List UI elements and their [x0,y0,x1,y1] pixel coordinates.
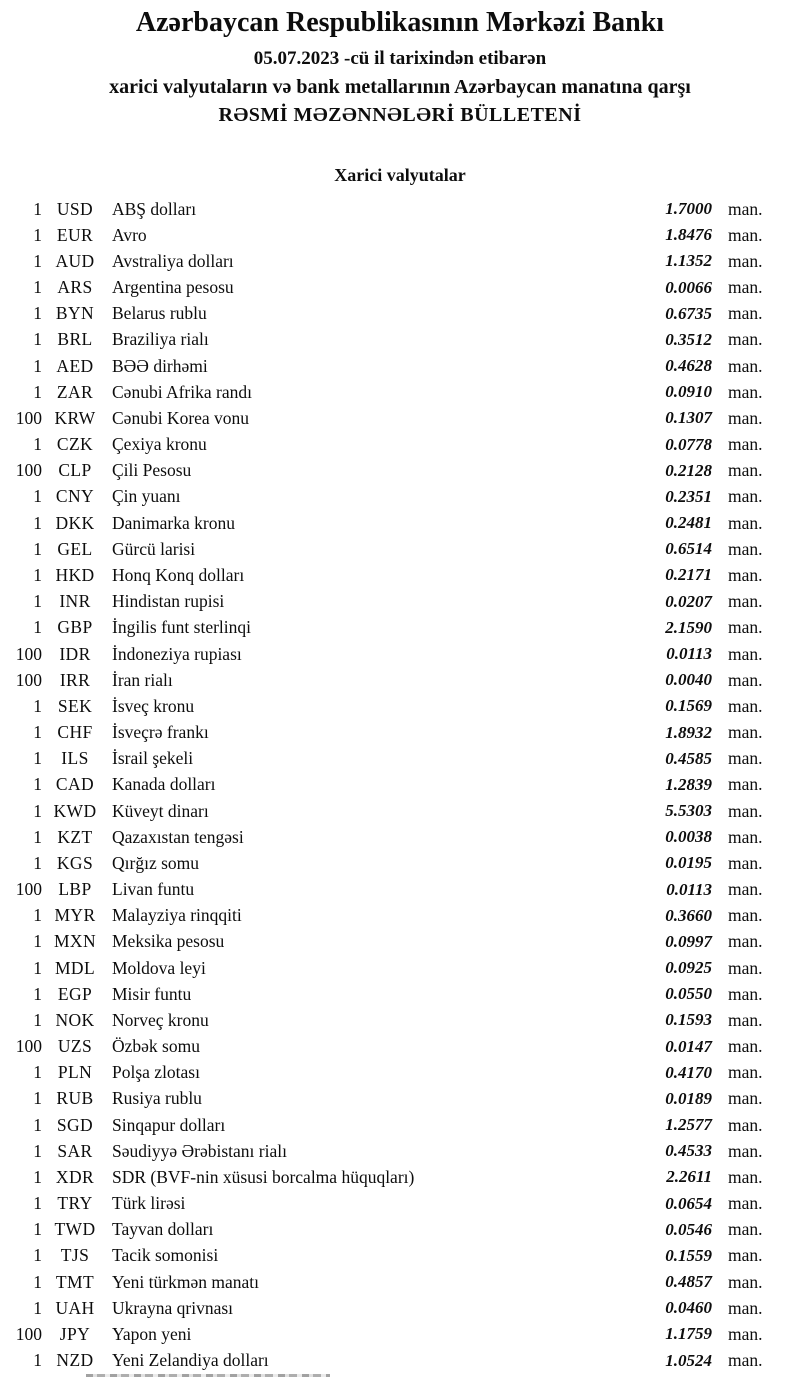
rate-cell: 0.4585 [665,748,712,768]
quantity-cell: 1 [33,303,42,324]
rate-cell: 0.0460 [665,1298,712,1318]
currency-code-cell: CZK [56,434,94,455]
currency-name-cell: Kanada dolları [112,774,216,795]
currency-code-cell: AED [56,355,94,376]
unit-cell: man. [728,198,763,219]
quantity-cell: 1 [33,1193,42,1214]
currency-code-cell: CAD [55,774,95,795]
table-row [0,772,800,798]
rate-cell: 0.0113 [666,879,712,899]
unit-cell: man. [728,826,763,847]
rate-cell: 1.2577 [665,1115,712,1135]
table-row [0,1348,800,1374]
table-row [0,1164,800,1190]
table-row [0,929,800,955]
currency-name-cell: Norveç kronu [112,1009,209,1030]
currency-code-cell: AUD [55,250,95,271]
unit-cell: man. [728,695,763,716]
currency-code-cell: EGP [57,983,93,1004]
table-row [0,222,800,248]
quantity-cell: 1 [33,1166,42,1187]
table-row [0,641,800,667]
currency-code-cell: IRR [59,669,91,690]
currency-name-cell: Qırğız somu [112,852,200,873]
currency-code-cell: KGS [56,852,94,873]
quantity-cell: 1 [33,852,42,873]
currency-code-cell: EUR [56,224,94,245]
table-row [0,1243,800,1269]
currency-code-cell: MXN [53,931,97,952]
unit-cell: man. [728,355,763,376]
bulletin-subtitle-line1: xarici valyutaların və bank metallarının Azərbaycan manatına qarşı [109,76,691,98]
unit-cell: man. [728,1114,763,1135]
currency-name-cell: Hindistan rupisi [112,591,225,612]
currency-name-cell: İsveç kronu [112,695,195,716]
table-row [0,248,800,274]
unit-cell: man. [728,591,763,612]
table-row [0,379,800,405]
quantity-cell: 1 [33,434,42,455]
quantity-cell: 1 [33,1271,42,1292]
currency-name-cell: Tacik somonisi [112,1245,219,1266]
rate-cell: 0.2481 [665,513,712,533]
table-row [0,667,800,693]
quantity-cell: 1 [33,931,42,952]
quantity-cell: 1 [33,329,42,350]
currency-code-cell: SAR [57,1140,93,1161]
unit-cell: man. [728,1062,763,1083]
rate-cell: 0.0038 [665,827,712,847]
quantity-cell: 1 [33,564,42,585]
currency-name-cell: Avro [112,224,147,245]
rate-cell: 0.4170 [665,1062,712,1082]
quantity-cell: 1 [33,355,42,376]
table-row [0,1138,800,1164]
currency-code-cell: UZS [57,1036,93,1057]
currency-name-cell: BƏƏ dirhəmi [112,355,208,376]
unit-cell: man. [728,983,763,1004]
currency-code-cell: TWD [54,1219,96,1240]
currency-name-cell: İsrail şekeli [112,748,194,769]
quantity-cell: 1 [33,1062,42,1083]
table-row [0,981,800,1007]
quantity-cell: 1 [33,983,42,1004]
quantity-cell: 1 [33,774,42,795]
table-row [0,484,800,510]
section-title-foreign-currencies: Xarici valyutalar [334,165,466,185]
currency-code-cell: CHF [57,722,93,743]
table-row [0,432,800,458]
quantity-cell: 1 [33,748,42,769]
currency-name-cell: Qazaxıstan tengəsi [112,826,244,847]
rate-cell: 0.0546 [665,1219,712,1239]
quantity-cell: 1 [33,826,42,847]
quantity-cell: 1 [33,224,42,245]
rate-cell: 0.6735 [665,303,712,323]
currency-name-cell: Misir funtu [112,983,192,1004]
currency-code-cell: IDR [59,643,91,664]
unit-cell: man. [728,486,763,507]
quantity-cell: 1 [33,538,42,559]
unit-cell: man. [728,1166,763,1187]
table-row [0,1321,800,1347]
table-row [0,1086,800,1112]
unit-cell: man. [728,250,763,271]
quantity-cell: 1 [33,722,42,743]
currency-code-cell: UAH [55,1297,95,1318]
unit-cell: man. [728,879,763,900]
rate-cell: 0.4533 [665,1141,712,1161]
table-row [0,536,800,562]
currency-name-cell: Ukrayna qrivnası [112,1297,234,1318]
rate-cell: 0.0195 [665,853,712,873]
currency-name-cell: Yeni Zelandiya dolları [112,1350,269,1371]
rate-cell: 0.1307 [665,408,712,428]
rate-cell: 0.2351 [665,486,712,506]
quantity-cell: 1 [33,512,42,533]
unit-cell: man. [728,748,763,769]
rate-cell: 0.2128 [665,460,712,480]
rate-cell: 0.0550 [665,984,712,1004]
currency-name-cell: İsveçrə frankı [112,722,209,743]
unit-cell: man. [728,1323,763,1344]
table-row [0,1191,800,1217]
currency-code-cell: INR [59,591,91,612]
rate-cell: 0.2171 [665,565,712,585]
currency-name-cell: Çili Pesosu [112,460,192,481]
unit-cell: man. [728,1297,763,1318]
currency-name-cell: Küveyt dinarı [112,800,209,821]
rate-cell: 0.0654 [665,1193,712,1213]
table-row [0,562,800,588]
quantity-cell: 1 [33,800,42,821]
bulletin-subtitle-line2: RƏSMİ MƏZƏNNƏLƏRİ BÜLLETENİ [218,104,582,126]
rates-table [0,196,800,1374]
unit-cell: man. [728,931,763,952]
currency-code-cell: BYN [55,303,95,324]
currency-name-cell: Türk lirəsi [112,1193,186,1214]
unit-cell: man. [728,277,763,298]
currency-name-cell: Yeni türkmən manatı [112,1271,259,1292]
unit-cell: man. [728,1036,763,1057]
table-row [0,327,800,353]
currency-code-cell: CNY [55,486,95,507]
rate-cell: 0.0113 [666,644,712,663]
rate-cell: 0.0207 [665,591,712,611]
quantity-cell: 100 [15,669,42,690]
table-row [0,955,800,981]
quantity-cell: 1 [33,591,42,612]
rate-cell: 1.8476 [665,225,712,245]
currency-name-cell: Argentina pesosu [112,277,234,298]
unit-cell: man. [728,512,763,533]
currency-code-cell: GBP [57,617,93,638]
quantity-cell: 1 [33,1350,42,1371]
unit-cell: man. [728,538,763,559]
rate-cell: 0.3660 [665,905,712,925]
rate-cell: 1.7000 [665,199,712,219]
unit-cell: man. [728,564,763,585]
unit-cell: man. [728,381,763,402]
quantity-cell: 1 [33,1140,42,1161]
currency-name-cell: İndoneziya rupiası [112,643,242,664]
currency-code-cell: NZD [56,1350,94,1371]
currency-code-cell: USD [56,198,94,219]
rate-cell: 0.6514 [665,539,712,559]
unit-cell: man. [728,224,763,245]
currency-code-cell: TMT [55,1271,95,1292]
currency-name-cell: SDR (BVF-nin xüsusi borcalma hüquqları) [112,1166,415,1187]
currency-name-cell: Livan funtu [112,879,195,900]
table-row [0,1034,800,1060]
unit-cell: man. [728,774,763,795]
table-row [0,876,800,902]
unit-cell: man. [728,303,763,324]
currency-code-cell: CLP [58,460,92,481]
quantity-cell: 100 [15,1036,42,1057]
table-row [0,903,800,929]
currency-name-cell: Rusiya rublu [112,1088,202,1109]
currency-name-cell: Özbək somu [112,1036,200,1057]
currency-name-cell: Gürcü larisi [112,538,196,559]
quantity-cell: 100 [15,879,42,900]
unit-cell: man. [728,434,763,455]
bulletin-header [0,6,800,128]
rate-cell: 0.1593 [665,1010,712,1030]
currency-code-cell: KRW [54,407,96,428]
currency-code-cell: KWD [53,800,97,821]
currency-name-cell: Polşa zlotası [112,1062,200,1083]
table-row [0,1007,800,1033]
currency-name-cell: Honq Konq dolları [112,564,245,585]
currency-code-cell: HKD [55,564,95,585]
currency-code-cell: ARS [57,277,93,298]
unit-cell: man. [728,1088,763,1109]
currency-code-cell: ILS [61,748,89,769]
table-row [0,1217,800,1243]
currency-name-cell: İran rialı [112,669,173,690]
rate-cell: 0.0925 [665,958,712,978]
effective-date-line: 05.07.2023 -cü il tarixindən etibarən [253,48,547,69]
table-row [0,719,800,745]
rate-cell: 0.4628 [665,356,712,376]
currency-code-cell: DKK [55,512,95,533]
currency-name-cell: Cənubi Korea vonu [112,407,250,428]
table-row [0,589,800,615]
quantity-cell: 100 [15,1323,42,1344]
unit-cell: man. [728,1193,763,1214]
unit-cell: man. [728,643,763,664]
quantity-cell: 1 [33,1088,42,1109]
unit-cell: man. [728,905,763,926]
quantity-cell: 1 [33,381,42,402]
rate-cell: 1.0524 [665,1350,712,1370]
quantity-cell: 1 [33,957,42,978]
currency-code-cell: MYR [54,905,96,926]
table-row [0,275,800,301]
page-title: Azərbaycan Respublikasının Mərkəzi Bankı [135,7,665,38]
currency-code-cell: GEL [57,538,93,559]
table-row [0,824,800,850]
quantity-cell: 1 [33,617,42,638]
currency-name-cell: Meksika pesosu [112,931,225,952]
currency-code-cell: MDL [54,957,96,978]
rate-cell: 0.0040 [665,670,712,690]
currency-name-cell: Çexiya kronu [112,434,207,455]
currency-code-cell: KZT [57,826,93,847]
unit-cell: man. [728,669,763,690]
table-row [0,301,800,327]
currency-name-cell: İngilis funt sterlinqi [112,617,252,638]
quantity-cell: 1 [33,695,42,716]
table-row [0,850,800,876]
currency-name-cell: Çin yuanı [112,486,181,507]
rate-cell: 0.0147 [665,1036,712,1056]
quantity-cell: 1 [33,1297,42,1318]
currency-code-cell: LBP [58,879,92,900]
table-row [0,1112,800,1138]
currency-code-cell: XDR [55,1166,95,1187]
table-row [0,798,800,824]
table-row [0,353,800,379]
rate-cell: 5.5303 [665,801,712,821]
rate-cell: 0.4857 [665,1272,712,1292]
quantity-cell: 100 [15,643,42,664]
table-row [0,405,800,431]
currency-name-cell: Sinqapur dolları [112,1114,226,1135]
currency-code-cell: JPY [59,1323,91,1344]
unit-cell: man. [728,1350,763,1371]
currency-code-cell: PLN [57,1062,93,1083]
quantity-cell: 1 [33,198,42,219]
currency-name-cell: Belarus rublu [112,303,207,324]
unit-cell: man. [728,1009,763,1030]
quantity-cell: 1 [33,1114,42,1135]
unit-cell: man. [728,617,763,638]
currency-name-cell: Tayvan dolları [112,1219,214,1240]
currency-name-cell: Danimarka kronu [112,512,235,533]
rate-cell: 1.2839 [665,774,712,794]
currency-name-cell: Yapon yeni [112,1323,192,1344]
rate-cell: 0.3512 [665,329,712,349]
table-row [0,510,800,536]
table-row [0,746,800,772]
currency-code-cell: BRL [57,329,93,350]
unit-cell: man. [728,1219,763,1240]
rate-cell: 2.2611 [666,1167,712,1187]
currency-code-cell: ZAR [56,381,94,402]
unit-cell: man. [728,1245,763,1266]
quantity-cell: 1 [33,250,42,271]
quantity-cell: 1 [33,486,42,507]
table-row [0,693,800,719]
rate-cell: 0.1569 [665,696,712,716]
unit-cell: man. [728,1140,763,1161]
currency-name-cell: Avstraliya dolları [112,250,234,271]
currency-code-cell: SEK [57,695,93,716]
quantity-cell: 1 [33,1219,42,1240]
unit-cell: man. [728,800,763,821]
table-row [0,458,800,484]
quantity-cell: 1 [33,1009,42,1030]
unit-cell: man. [728,1271,763,1292]
currency-name-cell: ABŞ dolları [112,198,197,219]
unit-cell: man. [728,722,763,743]
quantity-cell: 100 [15,407,42,428]
unit-cell: man. [728,329,763,350]
unit-cell: man. [728,407,763,428]
currency-name-cell: Səudiyyə Ərəbistanı rialı [112,1140,287,1161]
currency-code-cell: NOK [55,1009,95,1030]
quantity-cell: 1 [33,277,42,298]
rate-cell: 0.0778 [665,434,712,454]
quantity-cell: 100 [15,460,42,481]
table-row [0,1060,800,1086]
currency-code-cell: RUB [56,1088,94,1109]
quantity-cell: 1 [33,1245,42,1266]
rate-cell: 0.0189 [665,1088,712,1108]
currency-code-cell: TRY [57,1193,93,1214]
table-row [0,615,800,641]
unit-cell: man. [728,957,763,978]
currency-code-cell: SGD [56,1114,94,1135]
currency-name-cell: Braziliya rialı [112,329,209,350]
rate-cell: 0.0997 [665,931,712,951]
unit-cell: man. [728,852,763,873]
rate-cell: 0.0910 [665,382,712,402]
table-row [0,1295,800,1321]
table-row [0,1269,800,1295]
currency-name-cell: Cənubi Afrika randı [112,381,252,402]
rate-cell: 1.1352 [665,251,712,271]
rate-cell: 0.1559 [665,1245,712,1265]
rate-cell: 0.0066 [665,277,712,297]
rate-cell: 1.1759 [665,1324,712,1344]
unit-cell: man. [728,460,763,481]
quantity-cell: 1 [33,905,42,926]
currency-name-cell: Moldova leyi [112,957,206,978]
currency-code-cell: TJS [60,1245,90,1266]
rate-cell: 2.1590 [665,617,712,637]
table-row [0,196,800,222]
rate-cell: 1.8932 [665,722,712,742]
currency-name-cell: Malayziya rinqqiti [112,905,242,926]
